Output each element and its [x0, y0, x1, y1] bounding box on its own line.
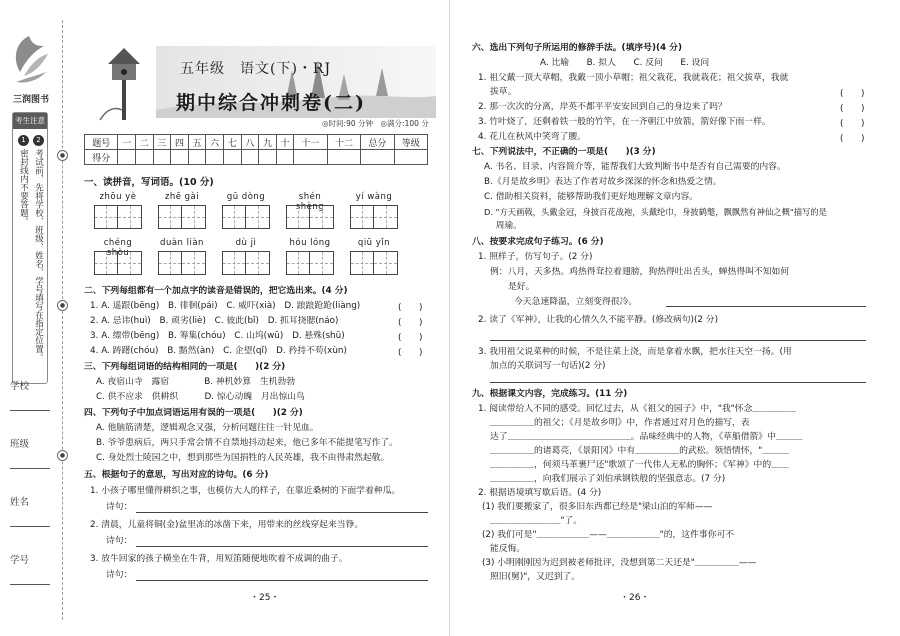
q5-answer-line[interactable]: [136, 546, 428, 547]
pinyin-box[interactable]: zhōu yè: [92, 192, 144, 229]
score-header-cell: 五: [188, 135, 206, 150]
field-name[interactable]: 姓名: [10, 494, 56, 527]
q9-line: 2. 根据语境填写歇后语。(4 分): [478, 488, 602, 498]
page-number-left: ・25・: [250, 593, 280, 603]
q9-line: (3) 小明刚刚因为迟到被老师批评，没想到第二天还是"＿＿＿＿＿——: [482, 558, 757, 568]
q5-item-1: 1. 小孩子哪里懂得耕织之事，也模仿大人的样子，在靠近桑树的下面学着种瓜。: [90, 486, 401, 496]
q7-option-c: C. 借助相关资料，能够帮助我们更好地理解文章内容。: [484, 192, 699, 202]
score-cell[interactable]: [206, 150, 224, 165]
q9-heading: 九、根据课文内容，完成练习。(11 分): [472, 389, 628, 399]
pinyin-box[interactable]: dù jì: [220, 238, 272, 275]
q9-line: 照旧(舅)"，又迟到了。: [490, 572, 581, 582]
q2-item-4: 4. A. 踌躇(chóu) B. 黯然(àn) C. 企望(qǐ) D. 矜持不苟(xùn): [90, 346, 347, 356]
q1-heading: 一、读拼音，写词语。(10 分): [84, 177, 214, 188]
score-header-cell: 九: [259, 135, 277, 150]
q6-heading: 六、选出下列句子所运用的修辞手法。(填序号)(4 分): [472, 43, 683, 53]
answer-paren[interactable]: ( ): [840, 134, 865, 144]
score-cell[interactable]: [361, 150, 394, 165]
answer-paren[interactable]: ( ): [840, 89, 865, 99]
q6-options: A. 比喻 B. 拟人 C. 反问 E. 设问: [540, 58, 710, 68]
q7-option-a: A. 书名、目录、内容简介等，能帮我们大致判断书中是否有自己需要的内容。: [484, 162, 786, 172]
q5-answer-label: 诗句：: [106, 536, 133, 546]
score-cell[interactable]: [276, 150, 294, 165]
q6-item-1-cont: 拔草。: [490, 87, 517, 97]
score-cell[interactable]: [136, 150, 154, 165]
q9-line: ＿＿＿＿＿，何须马革裹尸还"歌颂了一代伟人无私的胸怀；《军神》中的＿＿: [490, 460, 789, 470]
q4-heading: 四、下列句子中加点词语运用有误的一项是( )(2 分): [84, 408, 303, 418]
q9-line: 能反悔。: [490, 544, 526, 554]
q9-line: (2) 我们可是"＿＿＿＿＿＿——＿＿＿＿＿＿"的，这件事你可不: [482, 530, 735, 540]
field-class[interactable]: 班级: [10, 436, 56, 469]
score-table-header-row: [85, 135, 428, 150]
score-header-cell: 二: [136, 135, 154, 150]
score-row-label: 得分: [85, 150, 118, 165]
q8-item-1: 1. 照样子，仿写句子。(2 分): [478, 252, 593, 262]
q6-item-1: 1. 祖父戴一顶大草帽，我戴一顶小草帽；祖父栽花，我就栽花；祖父拔草，我就: [478, 73, 789, 83]
score-cell[interactable]: [241, 150, 259, 165]
score-header-cell: 等级: [394, 135, 427, 150]
q8-example-line-1: 例：八月，天多热。鸡热得耷拉着翅膀，狗热得吐出舌头，蝉热得叫不知如何: [490, 267, 790, 277]
answer-paren[interactable]: ( ): [398, 303, 423, 313]
pinyin-box[interactable]: shén shèng: [284, 192, 336, 229]
score-header-cell: 四: [171, 135, 189, 150]
q8-item-2: 2. 读了《军神》，让我的心情久久不能平静。(修改病句)(2 分): [478, 315, 719, 325]
pinyin-box[interactable]: duàn liàn: [156, 238, 208, 275]
score-header-cell: 十: [276, 135, 294, 150]
pinyin-box[interactable]: hóu lóng: [284, 238, 336, 275]
pinyin-box[interactable]: qiū yǐn: [348, 238, 400, 275]
q9-line: 1. 阅读带给人不同的感受。回忆过去，从《祖父的园子》中，"我"怀念＿＿＿＿＿: [478, 404, 797, 414]
q7-option-d-cont: 周瑜。: [484, 221, 522, 231]
q5-heading: 五、根据句子的意思，写出对应的诗句。(6 分): [84, 470, 269, 480]
score-cell[interactable]: [394, 150, 427, 165]
notice-item-1: 1密封线内不要答题。: [18, 136, 29, 226]
q9-line: ＿＿＿＿＿的祖父；《月是故乡明》中，作者通过对月色的描写，表: [490, 418, 750, 428]
q7-heading: 七、下列说法中，不正确的一项是( )(3 分): [472, 147, 656, 157]
answer-paren[interactable]: ( ): [840, 104, 865, 114]
q8-item-3-cont: 加点的关联词写一句话)(2 分): [490, 361, 606, 371]
q1-pinyin-row-1: [92, 192, 412, 229]
score-cell[interactable]: [294, 150, 327, 165]
q8-answer-line[interactable]: [490, 382, 866, 383]
score-header-cell: 三: [153, 135, 171, 150]
q3-options-2: C. 供不应求 供耕织 D. 惊心动魄 月出惊山鸟: [96, 392, 305, 402]
q8-item-3: 3. 我用祖父说菜种的时候，不是往菜上浇，而是拿着水飘，把水往天空一扬。(用: [478, 347, 792, 357]
q2-heading: 二、下列每组都有一个加点字的读音是错误的，把它选出来。(4 分): [84, 286, 348, 296]
pinyin-box[interactable]: chéng shòu: [92, 238, 144, 275]
q9-line: (1) 我们要搬家了，很多旧东西都已经是"梁山泊的军师——: [482, 502, 713, 512]
binding-hole-icon: ●: [57, 450, 68, 461]
score-cell[interactable]: [153, 150, 171, 165]
q8-answer-line[interactable]: [666, 306, 866, 307]
notice-item-2: 2考试前，先将学校、班级、姓名、学号填写在指定位置。: [33, 136, 44, 362]
score-cell[interactable]: [259, 150, 277, 165]
q9-line: 达了＿＿＿＿＿＿＿＿＿＿＿＿＿＿。品味经典中的人物，《草船借箭》中＿＿＿: [490, 432, 803, 442]
q2-item-1: 1. A. 遥跟(bēng) B. 徘徊(pái) C. 威吓(xià) D. 踉踉跄跄(liàng): [90, 301, 361, 311]
score-header-cell: 十一: [294, 135, 327, 150]
score-cell[interactable]: [171, 150, 189, 165]
score-header-cell: 一: [118, 135, 136, 150]
score-cell[interactable]: [223, 150, 241, 165]
q8-prompt: 今天急速降温，立刻变得很冷。: [514, 297, 638, 307]
right-page: [450, 0, 900, 636]
brand-name: 三润图书: [12, 95, 49, 105]
pinyin-box[interactable]: gū dòng: [220, 192, 272, 229]
q5-answer-label: 诗句：: [106, 502, 133, 512]
q3-options-1: A. 夜宿山寺 露宿 B. 神机妙算 生机勃勃: [96, 377, 296, 387]
q2-item-2: 2. A. 忌讳(huì) B. 顽劣(liè) C. 彼此(bǐ) D. 抓耳挠腮(náo): [90, 316, 339, 326]
q8-example-line-2: 是好。: [508, 282, 535, 292]
q5-answer-label: 诗句：: [106, 570, 133, 580]
notice-title: 考生注意: [13, 113, 47, 129]
q6-item-4: 4. 花儿在秋风中笑弯了腰。: [478, 132, 586, 142]
q4-option-a: A. 他脑筋清楚，逻辑观念又强，分析问题往往一针见血。: [96, 423, 319, 433]
score-cell[interactable]: [118, 150, 136, 165]
q7-option-d: D. "方天画戟，头戴金冠，身披百花战袍，头戴纶巾，身披鹤氅，飘飘然有神仙之概"描写的是: [484, 207, 827, 217]
score-cell[interactable]: [188, 150, 206, 165]
score-header-cell: 六: [206, 135, 224, 150]
score-table-score-row: [85, 150, 428, 165]
answer-paren[interactable]: ( ): [398, 348, 423, 358]
q8-heading: 八、按要求完成句子练习。(6 分): [472, 237, 604, 247]
field-student-id[interactable]: 学号: [10, 552, 56, 585]
q6-item-3: 3. 竹叶烧了，还剩着铁一般的竹竿，在一齐朝江中放箭，箭好像下雨一样。: [478, 117, 771, 127]
page-number-right: ・26・: [620, 593, 650, 603]
answer-paren[interactable]: ( ): [398, 318, 423, 328]
q6-item-2: 2. 那一次次的分离，岸英不都平平安安回到自己的身边来了吗？: [478, 102, 727, 112]
binding-dashed-line: [62, 20, 63, 620]
pinyin-box[interactable]: zhē gài: [156, 192, 208, 229]
notice-box: [12, 112, 48, 384]
answer-paren[interactable]: ( ): [398, 333, 423, 343]
q8-answer-line[interactable]: [490, 340, 866, 341]
pinyin-box[interactable]: yí wàng: [348, 192, 400, 229]
score-header-cell: 八: [241, 135, 259, 150]
q9-line: ＿＿＿＿＿，向我们展示了刘伯承钢铁般的坚强意志。(7 分): [490, 474, 726, 484]
q2-item-3: 3. A. 缥带(bēng) B. 筹集(chóu) C. 山坞(wū) D. 悬殊(shū): [90, 331, 345, 341]
score-table: [84, 134, 428, 165]
exam-time-score-info: ◎时间:90 分钟 ◎满分:100 分: [322, 119, 429, 128]
q9-line: ＿＿＿＿＿的诸葛亮，《景阳冈》中有＿＿＿＿＿的武松。领悟情怀，"＿＿＿: [490, 446, 789, 456]
field-school[interactable]: 学校: [10, 378, 56, 411]
binding-hole-icon: ●: [57, 150, 68, 161]
answer-paren[interactable]: ( ): [840, 119, 865, 129]
binding-hole-icon: ●: [57, 300, 68, 311]
q9-line: ＿＿＿＿＿＿＿＿"了。: [490, 516, 583, 526]
q3-heading: 三、下列每组词语的结构相同的一项是( )(2 分): [84, 362, 286, 372]
q4-option-c: C. 身处烈士陵园之中，想到那些为国捐牲的人民英雄，我不由得肃然起敬。: [96, 453, 390, 463]
score-header-cell: 十二: [327, 135, 360, 150]
q1-pinyin-row-2: [92, 238, 412, 275]
q4-option-b: B. 爷爷患病后，两只手常会情不自禁地抖动起来，他已多年不能提笔写作了。: [96, 438, 398, 448]
q5-item-3: 3. 放牛回家的孩子横坐在牛背，用短笛随便地吹着不成调的曲子。: [90, 554, 348, 564]
score-header-cell: 题号: [85, 135, 118, 150]
margin-strip: [0, 0, 60, 636]
brand-logo-icon: [6, 32, 52, 92]
score-header-cell: 七: [223, 135, 241, 150]
q5-answer-line[interactable]: [136, 512, 428, 513]
q5-answer-line[interactable]: [136, 580, 428, 581]
score-header-cell: 总分: [361, 135, 394, 150]
score-cell[interactable]: [327, 150, 360, 165]
q7-option-b: B.《月是故乡明》表达了作者对故乡深深的怀念和热爱之情。: [484, 177, 722, 187]
exam-grade-subject: 五年级 语文(下)・RJ: [180, 61, 332, 77]
exam-title: 期中综合冲刺卷(二): [176, 92, 366, 114]
q5-item-2: 2. 清晨，儿童将铜(金)盆里冻的冰凿下来，用带来的丝线穿起来当铮。: [90, 520, 364, 530]
